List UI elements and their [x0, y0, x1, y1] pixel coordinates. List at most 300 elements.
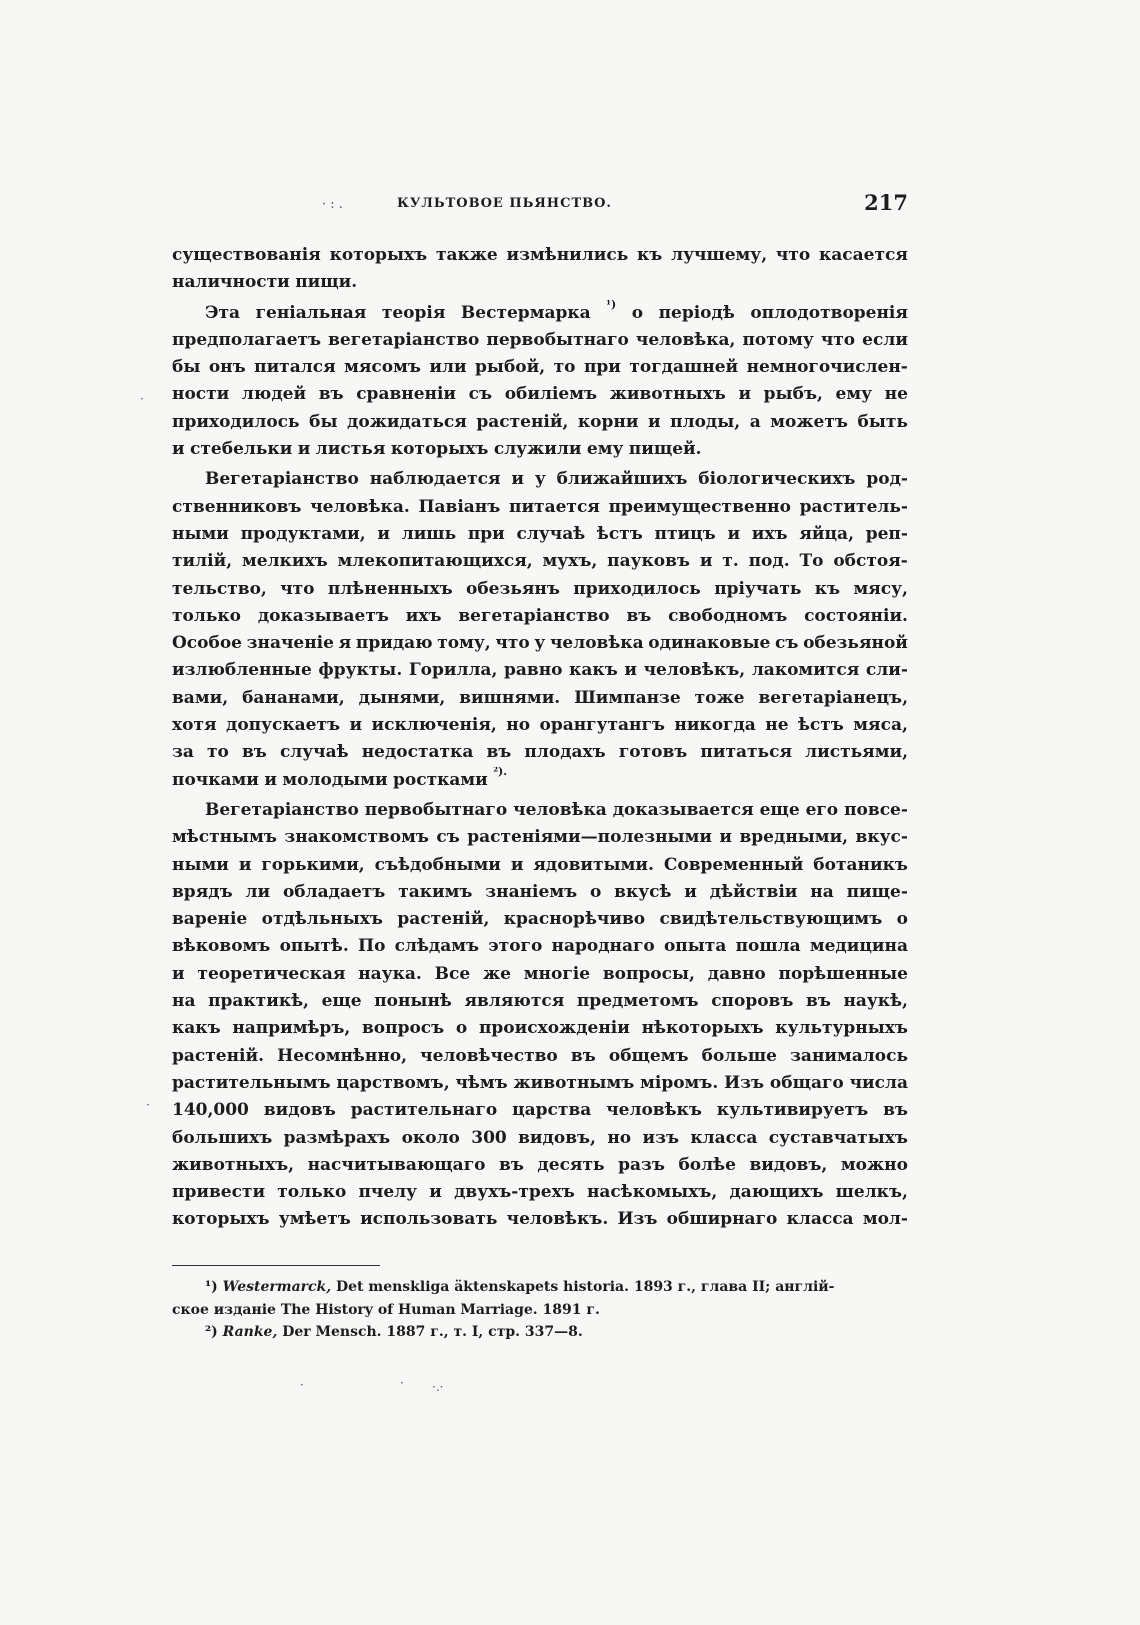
print-speck: · [146, 1098, 150, 1112]
word: готовъ [618, 742, 688, 763]
text-line [172, 603, 908, 630]
word: ихъ [751, 523, 788, 544]
word: понынѣ [374, 991, 452, 1012]
word: міромъ. [640, 1072, 719, 1093]
word: видовъ [263, 1100, 336, 1121]
word: растеній. [172, 1045, 265, 1066]
word: онъ [208, 357, 246, 378]
word: ¹) [606, 299, 617, 311]
word: въ [570, 1045, 596, 1066]
word: практикѣ, [208, 991, 309, 1012]
word: вопросы, [602, 963, 695, 984]
text-line [172, 906, 908, 933]
word: сравненіи [356, 384, 457, 405]
word: на [172, 991, 196, 1012]
word: допускаетъ [226, 715, 341, 736]
word: касается [819, 245, 908, 265]
word: Особое [172, 633, 242, 654]
word: дающихъ [729, 1182, 824, 1203]
text-line [172, 466, 908, 493]
word: привести [172, 1182, 266, 1203]
word: только [277, 1182, 347, 1203]
word: слѣдамъ [394, 936, 480, 957]
word: ботаникъ [813, 854, 908, 875]
word: реп- [865, 523, 908, 544]
word: случаѣ [516, 523, 586, 544]
word: но [506, 715, 531, 736]
word: свидѣтельствующимъ [659, 909, 883, 930]
word: пчелу [358, 1182, 418, 1203]
word: корни [577, 411, 639, 432]
word: тому, [437, 633, 491, 654]
word: то [553, 357, 576, 378]
word: къ [637, 245, 663, 265]
text-line [172, 852, 908, 879]
word: десять [537, 1154, 605, 1175]
word: не [884, 384, 908, 405]
word: ѣстъ [596, 523, 643, 544]
word: вегетаріанство [328, 329, 480, 350]
word: тоже [694, 687, 745, 708]
word: растеній, [397, 909, 490, 930]
word: приходилось [573, 578, 701, 599]
word: доказывается [612, 799, 754, 820]
word: немногочислен- [746, 357, 908, 378]
word: ядовитыми. [533, 854, 654, 875]
word: человѣка. [310, 496, 410, 517]
word: рыбой, [475, 357, 546, 378]
word: еще [321, 991, 362, 1012]
word: такимъ [398, 881, 473, 902]
word: культурныхъ [775, 1018, 908, 1039]
word: общемъ [608, 1045, 689, 1066]
word: растеніями—полезными [467, 827, 712, 848]
word: вредными, [739, 827, 849, 848]
text-line [172, 548, 908, 575]
word: знакомствомъ [284, 827, 429, 848]
word: занималось [790, 1045, 908, 1066]
page-number: 217 [864, 190, 908, 215]
word: обезьянъ [465, 578, 560, 599]
footnotes [172, 1276, 908, 1344]
word: тогдашней [629, 357, 739, 378]
word: пошла [735, 936, 801, 957]
word: хотя [172, 715, 217, 736]
text-line [172, 797, 908, 824]
word: больше [701, 1045, 777, 1066]
word: я [338, 633, 352, 654]
word: обладаетъ [282, 881, 386, 902]
word: что [775, 245, 811, 265]
word: въ [883, 1100, 908, 1121]
word: общаго [769, 1072, 844, 1093]
word: никогда [674, 715, 756, 736]
word: же [482, 963, 511, 984]
word: еще [759, 799, 800, 820]
word: Горилла, [408, 660, 498, 681]
page-header [172, 190, 908, 220]
word: людей [241, 384, 307, 405]
word: біологическихъ [698, 469, 856, 490]
word: питаться [700, 742, 793, 763]
word: мясу, [853, 578, 908, 599]
word: продуктами, [240, 523, 366, 544]
footnote-text: ское изданіе The History of Human Marriage. 1891 г. [172, 1301, 600, 1318]
word: напримѣръ, [232, 1018, 351, 1039]
word: ростками [393, 769, 488, 790]
word: споровъ [711, 991, 794, 1012]
print-specks: · : . [322, 197, 343, 212]
word: класса [690, 1127, 758, 1148]
text-line [172, 409, 908, 436]
word: плодахъ [524, 742, 606, 763]
word: вами, [172, 687, 229, 708]
footnote-author: Westermarck, [222, 1279, 332, 1295]
word: размѣрахъ [283, 1127, 391, 1148]
word: питался [254, 357, 336, 378]
word: только [172, 605, 242, 626]
word: и [510, 854, 524, 875]
word: культивируетъ [716, 1100, 869, 1121]
word: съ [436, 827, 460, 848]
text-line [172, 767, 908, 794]
word: вкус- [855, 827, 908, 848]
footnote-text: Der Mensch. 1887 г., т. I, стр. 337—8. [277, 1324, 583, 1340]
word: періодѣ [658, 302, 735, 323]
word: и [684, 881, 697, 902]
word: этого [488, 936, 543, 957]
word: можетъ [770, 411, 848, 432]
word: пищей. [628, 439, 702, 460]
word: врядъ [172, 881, 233, 902]
word: и [172, 963, 185, 984]
footnote-author: Ranke, [222, 1324, 278, 1340]
word: Изъ [617, 1209, 658, 1230]
word: порѣшенные [778, 963, 908, 984]
text-line [172, 242, 908, 269]
text-line [172, 1152, 908, 1179]
print-speck: · [140, 392, 144, 406]
word: то [206, 742, 229, 763]
text-line [172, 1097, 908, 1124]
word: большихъ [172, 1127, 273, 1148]
word: молодыми [282, 769, 388, 790]
text-line [172, 712, 908, 739]
word: вопросъ [361, 1018, 445, 1039]
word: являются [464, 991, 565, 1012]
word: ²). [493, 766, 508, 778]
word: и [429, 1182, 442, 1203]
word: животнымъ [513, 1072, 635, 1093]
word: о [631, 302, 644, 323]
word: что [495, 633, 530, 654]
word: царства [512, 1100, 592, 1121]
word: о [896, 909, 908, 930]
word: при [583, 357, 621, 378]
word: краснорѣчиво [503, 909, 646, 930]
word: Современный [663, 854, 804, 875]
word: Павіанъ [418, 496, 501, 517]
word: мухъ, [542, 551, 598, 572]
word: По [358, 936, 386, 957]
word: оплодотворенія [750, 302, 908, 323]
word: на [810, 881, 834, 902]
word: мол- [862, 1209, 908, 1230]
word: исключенія, [371, 715, 497, 736]
word: и [738, 384, 752, 405]
word: предполагаетъ [172, 329, 322, 350]
word: и [297, 439, 311, 460]
text-line [172, 521, 908, 548]
word: при [467, 523, 505, 544]
word: лакомится [751, 660, 860, 681]
word: фрукты. [318, 660, 403, 681]
word: Изъ [724, 1072, 765, 1093]
word: Несомнѣнно, [277, 1045, 408, 1066]
word: листья [315, 439, 386, 460]
word: не [765, 715, 789, 736]
word: къ [814, 578, 841, 599]
word: можно [840, 1154, 908, 1175]
word: ѣстъ [797, 715, 844, 736]
footnote-mark: ²) [205, 1324, 223, 1340]
word: ли [245, 881, 271, 902]
word: наблюдается [369, 469, 501, 490]
word: за [172, 742, 194, 763]
body-text [172, 242, 908, 1234]
print-speck: ·.· [432, 1380, 444, 1394]
word: Вегетаріанство [205, 799, 359, 820]
word: почками [172, 769, 259, 790]
word: вѣковомъ [172, 936, 271, 957]
word: ственниковъ [172, 496, 302, 517]
word: въ [241, 742, 267, 763]
word: наука. [358, 963, 422, 984]
word: потому [742, 329, 814, 350]
word: и [699, 551, 713, 572]
text-line [172, 630, 908, 657]
word: 140,000 [172, 1100, 249, 1121]
word: недостатка [361, 742, 474, 763]
word: быть [857, 411, 908, 432]
word: и [238, 854, 252, 875]
footnote-line [172, 1276, 908, 1299]
word: обиліемъ [504, 384, 598, 405]
word: разъ [618, 1154, 665, 1175]
word: использовать [360, 1209, 498, 1230]
text-line [172, 269, 908, 296]
word: человѣка [549, 633, 644, 654]
word: значеніе [246, 633, 334, 654]
text-line [172, 354, 908, 381]
word: т. [722, 551, 739, 572]
word: излюбленные [172, 660, 312, 681]
footnote-line [172, 1321, 908, 1344]
word: птицъ [654, 523, 716, 544]
word: что [820, 329, 856, 350]
word: насчитывающаго [307, 1154, 486, 1175]
word: давно [707, 963, 766, 984]
word: человѣкъ [606, 1100, 702, 1121]
word: под. [748, 551, 790, 572]
word: первобытнаго [364, 799, 508, 820]
word: вегетаріанецъ, [758, 687, 908, 708]
footnote-mark: ¹) [205, 1279, 223, 1295]
word: ными [172, 523, 229, 544]
word: или [429, 357, 467, 378]
word: растеній, [476, 411, 569, 432]
word: дѣйствіи [709, 881, 798, 902]
word: тилій, [172, 551, 233, 572]
text-line [172, 300, 908, 327]
word: ихъ [405, 605, 442, 626]
word: тельство, [172, 578, 267, 599]
word: и [648, 411, 661, 432]
text-line [172, 436, 908, 463]
word: которыхъ [172, 1209, 270, 1230]
word: человѣка, [635, 329, 736, 350]
word: животныхъ, [172, 1154, 295, 1175]
text-line [172, 1206, 908, 1233]
text-line [172, 1015, 908, 1042]
word: въ [486, 742, 512, 763]
word: и [624, 660, 637, 681]
word: Шимпанзе [574, 687, 681, 708]
print-speck: · [400, 1376, 404, 1390]
word: наукѣ, [843, 991, 908, 1012]
text-line [172, 657, 908, 684]
word: болѣе [678, 1154, 736, 1175]
word: млекопитающихся, [337, 551, 533, 572]
word: опыта [663, 936, 727, 957]
word: царствомъ, [336, 1072, 450, 1093]
word: Вегетаріанство [205, 469, 359, 490]
word: Эта [205, 302, 241, 323]
word: но [607, 1127, 632, 1148]
word: бананами, [242, 687, 345, 708]
word: а [749, 411, 761, 432]
word: пауковъ [607, 551, 690, 572]
word: обширнаго [666, 1209, 778, 1230]
word: видовъ, [518, 1127, 596, 1148]
word: у [534, 469, 546, 490]
word: вишнями. [459, 687, 561, 708]
word: измѣнились [506, 245, 629, 265]
footnote-text: Det menskliga äktenskapets historia. 1893 г., глава II; англій- [331, 1279, 835, 1295]
text-line [172, 494, 908, 521]
word: Все [434, 963, 471, 984]
word: яйца, [799, 523, 854, 544]
word: человѣкъ, [643, 660, 746, 681]
word: плоды, [670, 411, 741, 432]
word: мѣстнымъ [172, 827, 277, 848]
word: пище- [846, 881, 908, 902]
word: пріучать [714, 578, 802, 599]
word: и [264, 769, 277, 790]
text-line [172, 824, 908, 851]
word: теорія [381, 302, 446, 323]
word: животныхъ [609, 384, 726, 405]
word: и [727, 523, 741, 544]
word: числа [849, 1072, 908, 1093]
word: вегетаріанство [458, 605, 610, 626]
word: вареніе [172, 909, 248, 930]
word: стебельки [190, 439, 293, 460]
text-line [172, 961, 908, 988]
word: мелкихъ [241, 551, 328, 572]
word: съ [774, 633, 799, 654]
word: То [799, 551, 824, 572]
text-line [172, 1070, 908, 1097]
text-line [172, 1179, 908, 1206]
word: равно [504, 660, 563, 681]
word: Вестермарка [460, 302, 591, 323]
word: предметомъ [576, 991, 699, 1012]
word: повсе- [844, 799, 908, 820]
word: умѣетъ [278, 1209, 351, 1230]
word: доказываетъ [257, 605, 389, 626]
word: геніальная [255, 302, 367, 323]
word: съ [468, 384, 493, 405]
word: горькими, [261, 854, 365, 875]
word: пищи. [295, 272, 358, 293]
word: растительнымъ [172, 1072, 331, 1093]
footnote-line [172, 1299, 908, 1322]
word: преимущественно [608, 496, 791, 517]
word: наличности [172, 272, 290, 293]
word: какъ [569, 660, 618, 681]
word: род- [866, 469, 908, 490]
word: ными [172, 854, 229, 875]
word: питается [509, 496, 600, 517]
word: многіе [523, 963, 591, 984]
word: лучшему, [671, 245, 768, 265]
word: придаю [355, 633, 433, 654]
word: нѣкоторыхъ [641, 1018, 764, 1039]
word: случаѣ [279, 742, 349, 763]
word: насѣкомыхъ, [586, 1182, 718, 1203]
word: видовъ, [749, 1154, 828, 1175]
word: народнаго [551, 936, 655, 957]
word: свободномъ [668, 605, 788, 626]
text-line [172, 988, 908, 1015]
word: и [377, 523, 390, 544]
word: орангутангъ [539, 715, 665, 736]
word: человѣчество [420, 1045, 558, 1066]
word: дожидаться [347, 411, 467, 432]
word: отдѣльныхъ [261, 909, 383, 930]
word: существованія [172, 245, 321, 265]
word: которыхъ [390, 439, 489, 460]
text-line [172, 933, 908, 960]
text-line [172, 381, 908, 408]
word: приходилось [172, 411, 300, 432]
word: въ [806, 991, 831, 1012]
text-line [172, 739, 908, 766]
word: одинаковые [648, 633, 771, 654]
word: ближайшихъ [556, 469, 688, 490]
word: около [401, 1127, 460, 1148]
word: опытѣ. [279, 936, 349, 957]
word: служили [493, 439, 582, 460]
word: вкусѣ [614, 881, 672, 902]
word: теоретическая [197, 963, 346, 984]
word: чѣмъ [455, 1072, 508, 1093]
word: ему [586, 439, 624, 460]
word: раститель- [799, 496, 908, 517]
word: знаніемъ [485, 881, 578, 902]
word: что [280, 578, 315, 599]
